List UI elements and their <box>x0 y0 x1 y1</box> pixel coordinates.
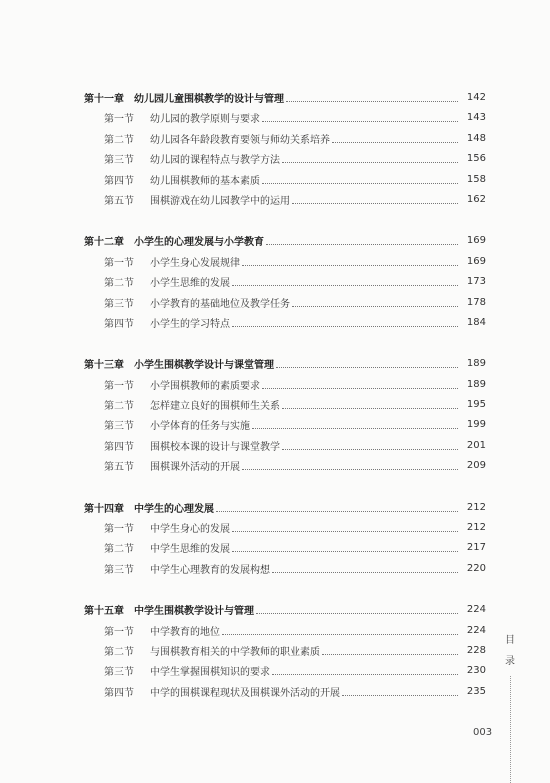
section-title: 幼儿园各年龄段教育要领与师幼关系培养 <box>150 134 330 146</box>
entry-text <box>84 354 458 374</box>
page-ref: 173 <box>466 276 486 288</box>
toc-section-entry[interactable] <box>84 621 486 641</box>
page-ref: 178 <box>466 296 486 308</box>
entry-text <box>104 190 458 210</box>
entry-text <box>104 559 458 579</box>
entry-text <box>104 252 458 272</box>
section-title: 围棋游戏在幼儿园教学中的运用 <box>150 195 290 207</box>
dot-leader <box>232 518 458 532</box>
entry-text <box>104 538 458 558</box>
chapter-title: 小学生的心理发展与小学教育 <box>134 237 264 249</box>
page-ref: 235 <box>466 685 486 697</box>
section-title: 小学生思维的发展 <box>150 278 230 290</box>
toc-section-entry[interactable] <box>84 272 486 292</box>
section-title: 与围棋教育相关的中学教师的职业素质 <box>150 646 320 658</box>
section-number: 第三节 <box>104 421 134 433</box>
section-title: 小学生身心发展规律 <box>150 257 240 269</box>
dot-leader <box>282 395 458 409</box>
section-title: 中学生身心的发展 <box>150 524 230 536</box>
toc-chapter-entry[interactable] <box>84 88 486 108</box>
running-head <box>503 630 517 672</box>
toc-section-entry[interactable] <box>84 170 486 190</box>
dot-leader <box>282 436 458 450</box>
entry-text <box>104 129 458 149</box>
page-ref: 143 <box>466 112 486 124</box>
page-ref: 156 <box>466 153 486 165</box>
page-ref: 224 <box>466 624 486 636</box>
section-number: 第一节 <box>104 114 134 126</box>
toc-section-entry[interactable] <box>84 661 486 681</box>
section-number: 第四节 <box>104 318 134 330</box>
page-ref: 169 <box>466 255 486 267</box>
page-ref: 212 <box>466 522 486 534</box>
page-ref: 228 <box>466 644 486 656</box>
section-number: 第二节 <box>104 278 134 290</box>
page-ref: 199 <box>466 419 486 431</box>
section-title: 中学生思维的发展 <box>150 544 230 556</box>
page-ref: 230 <box>466 665 486 677</box>
entry-text <box>104 293 458 313</box>
section-number: 第五节 <box>104 462 134 474</box>
toc-section-entry[interactable] <box>84 456 486 476</box>
section-title: 小学教育的基础地位及教学任务 <box>150 298 290 310</box>
page-ref: 195 <box>466 399 486 411</box>
entry-text <box>84 231 458 251</box>
section-number: 第五节 <box>104 195 134 207</box>
section-title: 幼儿园的教学原则与要求 <box>150 114 260 126</box>
chapter-number: 第十二章 <box>84 237 124 249</box>
toc-section-entry[interactable] <box>84 129 486 149</box>
dot-leader <box>232 313 458 327</box>
entry-text <box>104 641 458 661</box>
dot-leader <box>256 600 458 614</box>
entry-text <box>104 436 458 456</box>
running-head-char: 目 <box>505 635 515 646</box>
section-title: 围棋校本课的设计与课堂教学 <box>150 441 280 453</box>
entry-text <box>104 272 458 292</box>
dot-leader <box>272 559 458 573</box>
toc-section-entry[interactable] <box>84 252 486 272</box>
chapter-number: 第十三章 <box>84 360 124 372</box>
section-number: 第三节 <box>104 298 134 310</box>
dot-leader <box>322 641 458 655</box>
dot-leader <box>242 252 458 266</box>
dot-leader <box>216 498 458 512</box>
section-title: 中学生掌握围棋知识的要求 <box>150 667 270 679</box>
section-number: 第一节 <box>104 380 134 392</box>
section-number: 第二节 <box>104 401 134 413</box>
dot-leader <box>292 190 458 204</box>
toc-chapter-entry[interactable] <box>84 354 486 374</box>
dot-leader <box>262 170 458 184</box>
entry-text <box>104 682 458 702</box>
dot-leader <box>222 621 458 635</box>
entry-text <box>104 456 458 476</box>
chapter-block <box>84 600 486 702</box>
dot-leader <box>292 293 458 307</box>
entry-text <box>104 661 458 681</box>
entry-text <box>104 313 458 333</box>
table-of-contents <box>84 88 486 723</box>
toc-section-entry[interactable] <box>84 436 486 456</box>
chapter-number: 第十一章 <box>84 94 124 105</box>
toc-section-entry[interactable] <box>84 108 486 128</box>
entry-text <box>84 498 458 518</box>
dot-leader <box>272 661 458 675</box>
section-number: 第二节 <box>104 646 134 658</box>
dot-leader <box>282 149 458 163</box>
toc-section-entry[interactable] <box>84 149 486 169</box>
side-dotted-rule <box>510 676 511 783</box>
entry-text <box>104 621 458 641</box>
dot-leader <box>262 108 458 122</box>
section-number: 第一节 <box>104 524 134 536</box>
section-number: 第四节 <box>104 687 134 699</box>
toc-section-entry[interactable] <box>84 415 486 435</box>
entry-text <box>104 395 458 415</box>
page-ref: 169 <box>466 235 486 247</box>
toc-section-entry[interactable] <box>84 190 486 210</box>
chapter-number: 第十四章 <box>84 503 124 515</box>
toc-section-entry[interactable] <box>84 313 486 333</box>
entry-text <box>84 600 458 620</box>
toc-chapter-entry[interactable] <box>84 498 486 518</box>
entry-text <box>104 108 458 128</box>
page-ref: 224 <box>466 604 486 616</box>
dot-leader <box>266 231 458 245</box>
chapter-block <box>84 231 486 333</box>
dot-leader <box>232 538 458 552</box>
chapter-block <box>84 88 486 210</box>
section-title: 围棋课外活动的开展 <box>150 462 240 474</box>
chapter-number: 第十五章 <box>84 606 124 618</box>
page-ref: 162 <box>466 193 486 205</box>
toc-section-entry[interactable] <box>84 395 486 415</box>
toc-section-entry[interactable] <box>84 375 486 395</box>
section-number: 第二节 <box>104 134 134 146</box>
dot-leader <box>262 375 458 389</box>
section-title: 怎样建立良好的围棋师生关系 <box>150 401 280 413</box>
toc-chapter-entry[interactable] <box>84 600 486 620</box>
toc-chapter-entry[interactable] <box>84 231 486 251</box>
section-number: 第四节 <box>104 175 134 187</box>
dot-leader <box>286 88 458 102</box>
section-number: 第三节 <box>104 155 134 167</box>
entry-text <box>84 88 458 108</box>
dot-leader <box>342 682 458 696</box>
toc-section-entry[interactable] <box>84 518 486 538</box>
page-ref: 220 <box>466 562 486 574</box>
entry-text <box>104 149 458 169</box>
page-number: 003 <box>473 727 493 738</box>
dot-leader <box>332 129 458 143</box>
section-number: 第二节 <box>104 544 134 556</box>
section-title: 小学围棋教师的素质要求 <box>150 380 260 392</box>
entry-text <box>104 415 458 435</box>
section-title: 中学生心理教育的发展构想 <box>150 564 270 576</box>
page-ref: 158 <box>466 173 486 185</box>
section-title: 幼儿围棋教师的基本素质 <box>150 175 260 187</box>
section-number: 第一节 <box>104 626 134 638</box>
page-ref: 189 <box>466 378 486 390</box>
section-title: 中学教育的地位 <box>150 626 220 638</box>
dot-leader <box>232 272 458 286</box>
section-number: 第三节 <box>104 667 134 679</box>
dot-leader <box>276 354 458 368</box>
section-title: 小学体育的任务与实施 <box>150 421 250 433</box>
chapter-block <box>84 498 486 580</box>
section-title: 小学生的学习特点 <box>150 318 230 330</box>
chapter-title: 中学生围棋教学设计与管理 <box>134 606 254 618</box>
section-title: 幼儿园的课程特点与教学方法 <box>150 155 280 167</box>
toc-section-entry[interactable] <box>84 682 486 702</box>
dot-leader <box>242 456 458 470</box>
chapter-title: 中学生的心理发展 <box>134 503 214 515</box>
running-head-char: 录 <box>505 656 515 667</box>
entry-text <box>104 518 458 538</box>
chapter-title: 幼儿园儿童围棋教学的设计与管理 <box>134 94 284 105</box>
toc-section-entry[interactable] <box>84 293 486 313</box>
chapter-block <box>84 354 486 476</box>
page-ref: 184 <box>466 316 486 328</box>
dot-leader <box>252 415 458 429</box>
page-ref: 217 <box>466 542 486 554</box>
entry-text <box>104 170 458 190</box>
page-ref: 142 <box>466 92 486 103</box>
section-number: 第四节 <box>104 441 134 453</box>
toc-section-entry[interactable] <box>84 559 486 579</box>
page-ref: 148 <box>466 132 486 144</box>
page-ref: 209 <box>466 460 486 472</box>
section-number: 第一节 <box>104 257 134 269</box>
page-ref: 212 <box>466 501 486 513</box>
section-title: 中学的围棋课程现状及围棋课外活动的开展 <box>150 687 340 699</box>
toc-section-entry[interactable] <box>84 538 486 558</box>
entry-text <box>104 375 458 395</box>
page-ref: 189 <box>466 358 486 370</box>
page-ref: 201 <box>466 439 486 451</box>
toc-section-entry[interactable] <box>84 641 486 661</box>
section-number: 第三节 <box>104 564 134 576</box>
chapter-title: 小学生围棋教学设计与课堂管理 <box>134 360 274 372</box>
